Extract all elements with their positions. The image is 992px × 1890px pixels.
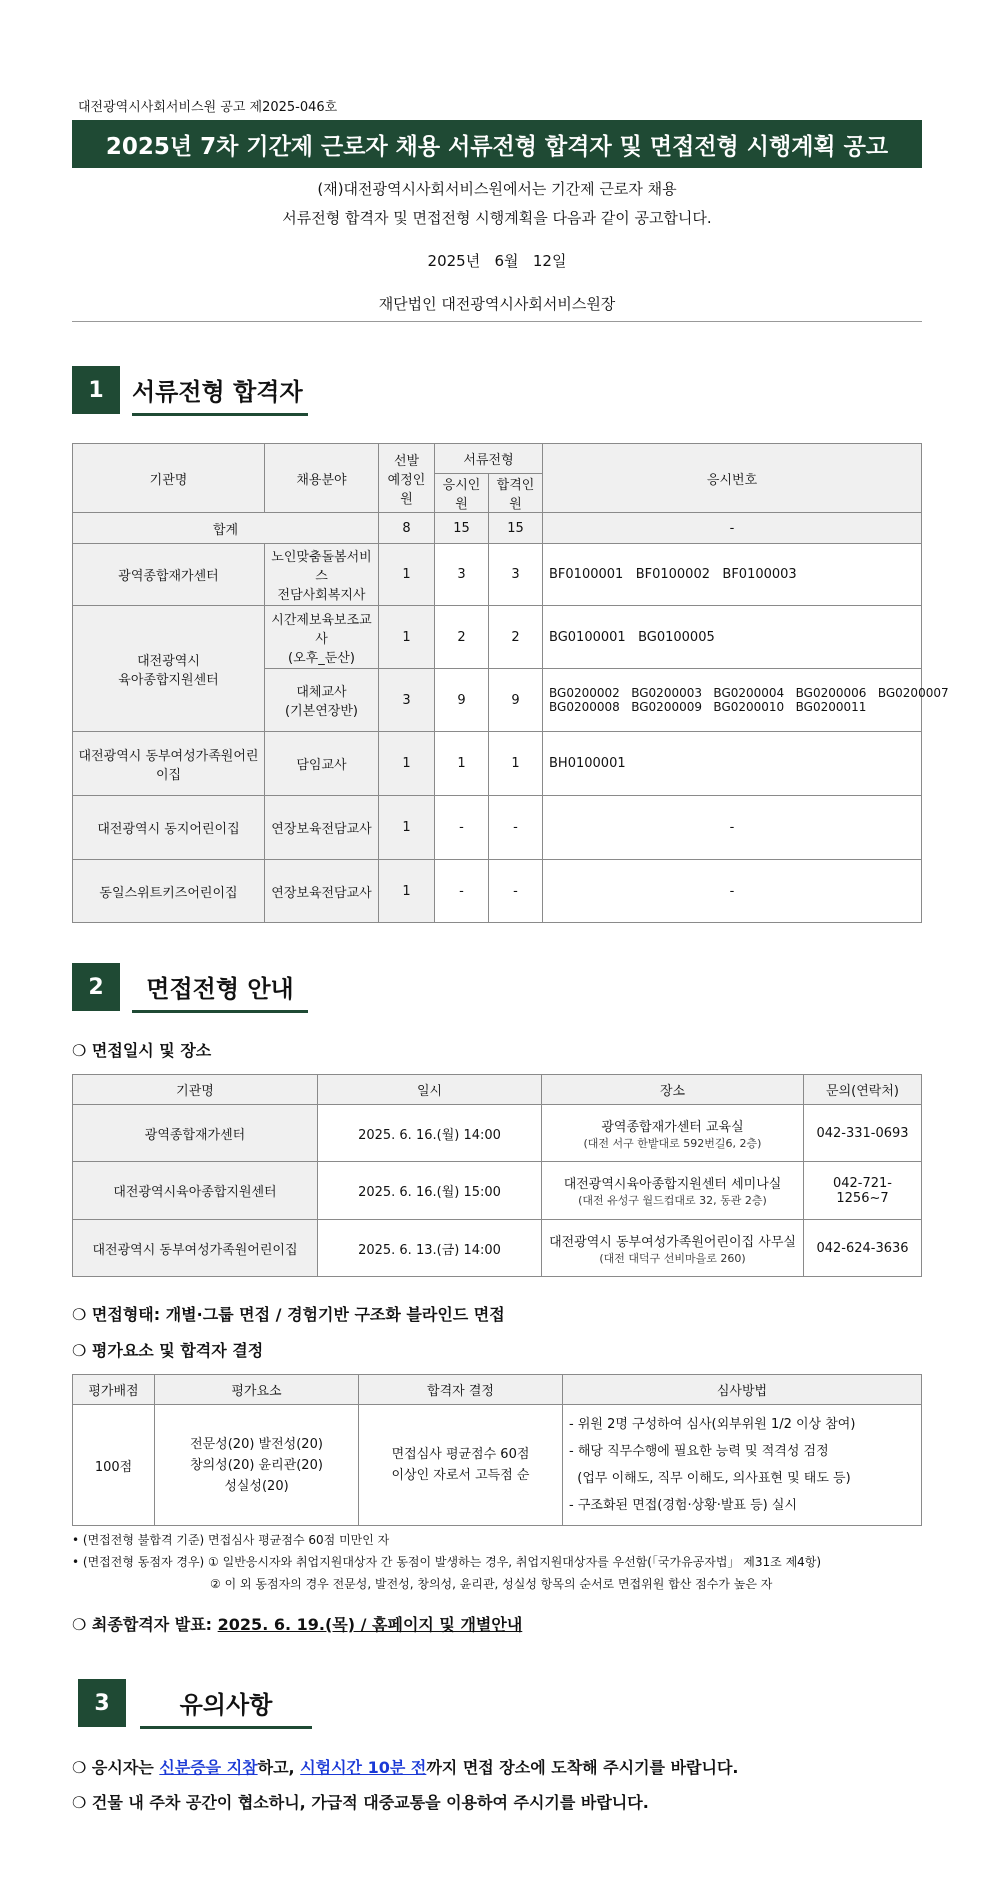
- header-applied: 응시인원: [435, 474, 489, 513]
- eval-header-method: 심사방법: [563, 1375, 922, 1405]
- table-row: 대전광역시 동지어린이집 연장보육전담교사 1 - - -: [73, 796, 922, 860]
- eval-heading: ❍ 평가요소 및 합격자 결정: [72, 1341, 264, 1360]
- table-row: 동일스위트키즈어린이집 연장보육전담교사 1 - - -: [73, 860, 922, 923]
- section-1-number: 1: [72, 366, 120, 414]
- table-row: 대전광역시육아종합지원센터 2025. 6. 16.(월) 15:00 대전광역시육아종합지원센터 세미나실 (대전 유성구 월드컵대로 32, 동관 2층) 042-721-1256~7: [73, 1162, 922, 1220]
- eval-header-score: 평가배점: [73, 1375, 155, 1405]
- section-1-title: 서류전형 합격자: [132, 372, 308, 416]
- header-planned: 선발 예정인원: [379, 444, 435, 513]
- divider: [72, 321, 922, 322]
- sched-header-contact: 문의(연락처): [804, 1075, 922, 1105]
- section-2-number: 2: [72, 963, 120, 1011]
- note-fail-criteria: • (면접전형 불합격 기준) 면접심사 평균점수 60점 미만인 자: [72, 1533, 390, 1547]
- header-ids: 응시번호: [543, 444, 922, 513]
- interview-schedule-table: [72, 1074, 922, 1277]
- evaluation-table: [72, 1374, 922, 1526]
- note-tie-1: • (면접전형 동점자 경우) ① 일반응시자와 취업지원대상자 간 동점이 발생하는 경우, 취업지원대상자를 우선함(「국가유공자법」 제31조 제4항): [72, 1555, 822, 1569]
- notice-title: 2025년 7차 기간제 근로자 채용 서류전형 합격자 및 면접전형 시행계획 공고: [72, 120, 922, 168]
- intro-line-1: (재)대전광역시사회서비스원에서는 기간제 근로자 채용: [317, 180, 677, 198]
- eval-header-decision: 합격자 결정: [359, 1375, 563, 1405]
- notice-line-2: ❍ 건물 내 주차 공간이 협소하니, 가급적 대중교통을 이용하여 주시기를 바랍니다.: [72, 1793, 649, 1812]
- table-row: 광역종합재가센터 2025. 6. 16.(월) 14:00 광역종합재가센터 교육실 (대전 서구 한밭대로 592번길6, 2층) 042-331-0693: [73, 1105, 922, 1162]
- final-announcement: ❍ 최종합격자 발표: 2025. 6. 19.(목) / 홈페이지 및 개별안내: [72, 1615, 523, 1634]
- header-field: 채용분야: [265, 444, 379, 513]
- table-row: 대전광역시 육아종합지원센터 시간제보육보조교사 (오후_둔산) 1 2 2 BG0100001 BG0100005: [73, 606, 922, 669]
- total-row: 합계 8 15 15 -: [73, 513, 922, 544]
- table-row: 대전광역시 동부여성가족원어린이집 2025. 6. 13.(금) 14:00 대전광역시 동부여성가족원어린이집 사무실 (대전 대덕구 선비마을로 260) 042-624-3636: [73, 1220, 922, 1277]
- sched-header-place: 장소: [542, 1075, 804, 1105]
- schedule-heading: ❍ 면접일시 및 장소: [72, 1041, 212, 1060]
- section-2-title: 면접전형 안내: [132, 969, 308, 1013]
- interview-type: ❍ 면접형태: 개별·그룹 면접 / 경험기반 구조화 블라인드 면접: [72, 1305, 505, 1324]
- notice-number: 대전광역시사회서비스원 공고 제2025-046호: [78, 100, 338, 115]
- eval-header-elements: 평가요소: [155, 1375, 359, 1405]
- header-passed: 합격인원: [489, 474, 543, 513]
- table-row: 대체교사 (기본연장반) 3 9 9 BG0200002 BG0200003 BG0200004 BG0200006 BG0200007 BG0200008 BG0200009 BG0200010 BG0200011: [73, 669, 922, 732]
- document-pass-table: [72, 443, 949, 923]
- section-3-number: 3: [78, 1679, 126, 1727]
- table-row: 대전광역시 동부여성가족원어린이집 담임교사 1 1 1 BH0100001: [73, 732, 922, 796]
- sched-header-time: 일시: [318, 1075, 542, 1105]
- table-row: 광역종합재가센터 노인맞춤돌봄서비스 전담사회복지사 1 3 3 BF0100001 BF0100002 BF0100003: [73, 544, 922, 606]
- header-org: 기관명: [73, 444, 265, 513]
- header-doc: 서류전형: [435, 444, 543, 474]
- notice-line-1: ❍ 응시자는 신분증을 지참하고, 시험시간 10분 전까지 면접 장소에 도착해 주시기를 바랍니다.: [72, 1758, 739, 1777]
- section-3-title: 유의사항: [140, 1685, 312, 1729]
- intro-line-2: 서류전형 합격자 및 면접전형 시행계획을 다음과 같이 공고합니다.: [282, 209, 712, 227]
- notice-date: 2025년 6월 12일: [427, 252, 567, 270]
- sched-header-org: 기관명: [73, 1075, 318, 1105]
- issuer: 재단법인 대전광역시사회서비스원장: [378, 295, 616, 313]
- table-row: 100점 전문성(20) 발전성(20) 창의성(20) 윤리관(20) 성실성(20) 면접심사 평균점수 60점 이상인 자로서 고득점 순 - 위원 2명 구성하여 심사(외부위원 1/2 이상 참여) - 해당 직무수행에 필요한 능력 및 적격성 검정 (업무 이해도, 직무 이해도, 의사표현 및 태도 등) - 구조화된 면접(경험·상황·발표 등) 실시: [73, 1405, 922, 1526]
- note-tie-2: ② 이 외 동점자의 경우 전문성, 발전성, 창의성, 윤리관, 성실성 항목의 순서로 면접위원 합산 점수가 높은 자: [210, 1577, 773, 1591]
